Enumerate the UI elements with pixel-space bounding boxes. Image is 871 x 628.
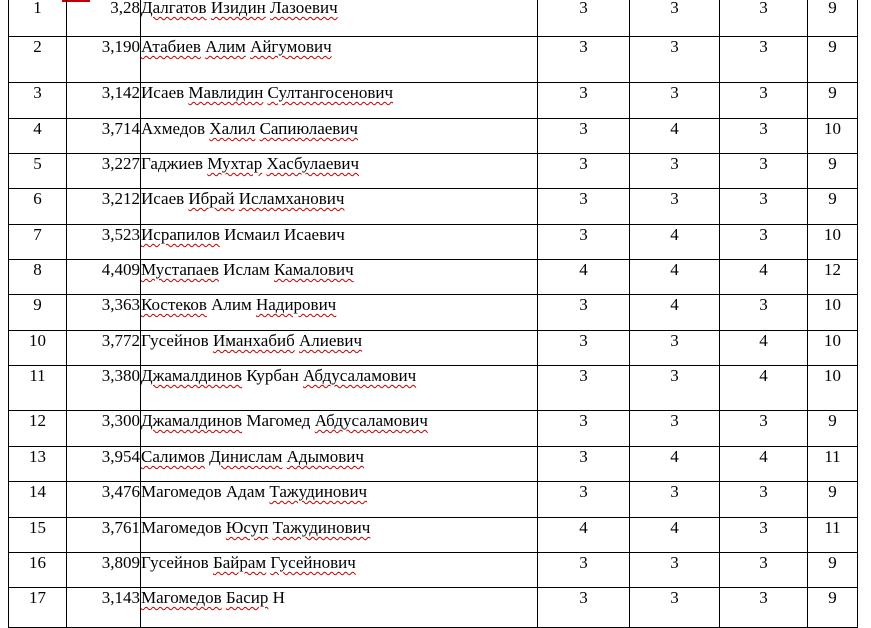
- gpa-cell: 3,28: [67, 0, 141, 37]
- score-cell-1: 3: [538, 225, 630, 260]
- row-number-cell: 6: [9, 189, 67, 225]
- gpa-cell: 3,300: [67, 411, 141, 447]
- total-cell: 9: [808, 154, 858, 189]
- score-cell-2: 3: [630, 83, 720, 119]
- score-cell-1: 3: [538, 37, 630, 83]
- score-cell-1: 3: [538, 482, 630, 518]
- row-number-cell: 1: [9, 0, 67, 37]
- student-name-cell: [141, 366, 538, 411]
- row-number-cell: 4: [9, 119, 67, 154]
- gpa-cell: 3,363: [67, 295, 141, 331]
- name-part: Юсуп: [225, 518, 269, 537]
- name-part: Изидин: [210, 0, 266, 17]
- row-number-cell: 14: [9, 482, 67, 518]
- name-part: Магомедов: [141, 482, 222, 501]
- gpa-cell: 3,954: [67, 447, 141, 482]
- score-cell-3: 3: [720, 83, 808, 119]
- name-part: Ислам: [223, 260, 270, 279]
- row-number-cell: 17: [9, 588, 67, 628]
- table-row: [9, 295, 858, 331]
- score-cell-1: 3: [538, 189, 630, 225]
- name-part: Исаевич: [283, 225, 345, 244]
- gpa-cell: 3,809: [67, 553, 141, 588]
- student-name-cell: [141, 0, 538, 37]
- gpa-cell: 4,409: [67, 260, 141, 295]
- name-part: Лазоевич: [270, 0, 338, 17]
- table-row: [9, 260, 858, 295]
- name-part: Халил: [209, 119, 256, 138]
- table-row: [9, 154, 858, 189]
- name-part: Гаджиев: [141, 154, 204, 173]
- name-part: Н: [272, 588, 285, 607]
- table-row: [9, 189, 858, 225]
- score-cell-3: 3: [720, 225, 808, 260]
- student-name-cell: [141, 225, 538, 260]
- name-part: Магомедов: [141, 588, 222, 607]
- name-part: Ахмедов: [141, 119, 206, 138]
- table-row: [9, 331, 858, 366]
- name-part: Иманхабиб: [212, 331, 295, 350]
- name-part: Исрапилов: [141, 225, 220, 244]
- name-part: Ибрай: [188, 189, 235, 208]
- total-cell: 9: [808, 83, 858, 119]
- table-row: [9, 366, 858, 411]
- row-number-cell: 12: [9, 411, 67, 447]
- total-cell: 12: [808, 260, 858, 295]
- total-cell: 10: [808, 119, 858, 154]
- gpa-cell: 3,772: [67, 331, 141, 366]
- name-part: Абдусаламович: [314, 411, 428, 430]
- name-part: Хасбулаевич: [266, 154, 360, 173]
- score-cell-3: 3: [720, 37, 808, 83]
- name-part: Адам: [225, 482, 266, 501]
- score-cell-3: 4: [720, 366, 808, 411]
- name-part: Исаев: [141, 189, 185, 208]
- table-row: [9, 119, 858, 154]
- name-part: Султангосенович: [267, 83, 394, 102]
- gpa-cell: 3,380: [67, 366, 141, 411]
- name-part: Адымович: [286, 447, 364, 466]
- total-cell: 10: [808, 331, 858, 366]
- score-cell-1: 3: [538, 447, 630, 482]
- score-cell-2: 3: [630, 154, 720, 189]
- name-part: Исаев: [141, 83, 185, 102]
- row-number-cell: 3: [9, 83, 67, 119]
- score-cell-1: 3: [538, 295, 630, 331]
- name-part: Магомедов: [141, 518, 222, 537]
- table-row: [9, 588, 858, 628]
- score-cell-1: 3: [538, 588, 630, 628]
- name-part: Джамалдинов: [141, 366, 243, 385]
- name-part: Мустапаев: [141, 260, 219, 279]
- student-name-cell: [141, 331, 538, 366]
- total-cell: 9: [808, 588, 858, 628]
- row-number-cell: 15: [9, 518, 67, 553]
- score-cell-2: 4: [630, 260, 720, 295]
- score-cell-2: 3: [630, 189, 720, 225]
- total-cell: 11: [808, 447, 858, 482]
- score-cell-2: 3: [630, 553, 720, 588]
- row-number-cell: 8: [9, 260, 67, 295]
- gpa-cell: 3,212: [67, 189, 141, 225]
- total-cell: 10: [808, 295, 858, 331]
- name-part: Тажудинович: [272, 518, 371, 537]
- name-part: Исламханович: [238, 189, 345, 208]
- total-cell: 10: [808, 225, 858, 260]
- name-part: Надирович: [255, 295, 337, 314]
- gpa-cell: 3,476: [67, 482, 141, 518]
- score-cell-2: 3: [630, 366, 720, 411]
- name-part: Костеков: [141, 295, 207, 314]
- student-name-cell: [141, 37, 538, 83]
- score-cell-3: 3: [720, 295, 808, 331]
- gpa-cell: 3,143: [67, 588, 141, 628]
- score-cell-3: 3: [720, 154, 808, 189]
- student-name-cell: [141, 295, 538, 331]
- table-row: [9, 37, 858, 83]
- score-cell-2: 4: [630, 295, 720, 331]
- score-cell-2: 4: [630, 447, 720, 482]
- gpa-cell: 3,761: [67, 518, 141, 553]
- table-row: [9, 225, 858, 260]
- total-cell: 9: [808, 482, 858, 518]
- total-cell: 10: [808, 366, 858, 411]
- row-number-cell: 10: [9, 331, 67, 366]
- score-cell-3: 4: [720, 447, 808, 482]
- score-cell-2: 3: [630, 588, 720, 628]
- student-name-cell: [141, 553, 538, 588]
- score-cell-3: 3: [720, 518, 808, 553]
- score-cell-2: 3: [630, 37, 720, 83]
- student-name-cell: [141, 588, 538, 628]
- name-part: Алим: [211, 295, 252, 314]
- score-cell-3: 4: [720, 331, 808, 366]
- student-name-cell: [141, 154, 538, 189]
- score-cell-1: 3: [538, 366, 630, 411]
- name-part: Мавлидин: [188, 83, 264, 102]
- score-cell-1: 4: [538, 260, 630, 295]
- score-cell-1: 4: [538, 518, 630, 553]
- name-part: Далгатов: [141, 0, 207, 17]
- table-row: [9, 83, 858, 119]
- name-part: Басир: [225, 588, 269, 607]
- student-name-cell: [141, 260, 538, 295]
- row-number-cell: 13: [9, 447, 67, 482]
- row-number-cell: 5: [9, 154, 67, 189]
- name-part: Гусейнов: [141, 331, 209, 350]
- score-cell-3: 3: [720, 0, 808, 37]
- name-part: Мухтар: [207, 154, 263, 173]
- row-number-cell: 2: [9, 37, 67, 83]
- student-name-cell: [141, 119, 538, 154]
- table-row: [9, 0, 858, 37]
- score-cell-1: 3: [538, 0, 630, 37]
- gpa-cell: 3,523: [67, 225, 141, 260]
- gpa-cell: 3,714: [67, 119, 141, 154]
- total-cell: 9: [808, 37, 858, 83]
- name-part: Гусейнов: [141, 553, 209, 572]
- score-cell-1: 3: [538, 553, 630, 588]
- name-part: Сапиюлаевич: [259, 119, 358, 138]
- name-part: Алим: [205, 37, 246, 56]
- table-row: [9, 447, 858, 482]
- name-part: Магомед: [246, 411, 311, 430]
- table-row: [9, 482, 858, 518]
- total-cell: 9: [808, 0, 858, 37]
- name-part: Айгумович: [250, 37, 332, 56]
- student-name-cell: [141, 447, 538, 482]
- student-name-cell: [141, 518, 538, 553]
- gpa-cell: 3,190: [67, 37, 141, 83]
- gpa-cell: 3,142: [67, 83, 141, 119]
- student-name-cell: [141, 189, 538, 225]
- row-number-cell: 16: [9, 553, 67, 588]
- total-cell: 9: [808, 189, 858, 225]
- name-part: Камалович: [274, 260, 354, 279]
- row-number-cell: 11: [9, 366, 67, 411]
- total-cell: 11: [808, 518, 858, 553]
- student-name-cell: [141, 482, 538, 518]
- score-cell-2: 3: [630, 482, 720, 518]
- table-row: [9, 411, 858, 447]
- name-part: Исмаил: [224, 225, 280, 244]
- score-cell-3: 3: [720, 588, 808, 628]
- score-cell-3: 3: [720, 411, 808, 447]
- table-row: [9, 553, 858, 588]
- score-cell-1: 3: [538, 154, 630, 189]
- row-number-cell: 7: [9, 225, 67, 260]
- score-cell-2: 3: [630, 0, 720, 37]
- student-name-cell: [141, 411, 538, 447]
- name-part: Динислам: [209, 447, 283, 466]
- score-cell-2: 3: [630, 411, 720, 447]
- name-part: Абдусаламович: [302, 366, 417, 385]
- score-cell-1: 3: [538, 411, 630, 447]
- name-part: Курбан: [246, 366, 299, 385]
- score-cell-2: 4: [630, 119, 720, 154]
- score-cell-3: 3: [720, 119, 808, 154]
- score-cell-2: 4: [630, 518, 720, 553]
- score-cell-3: 4: [720, 260, 808, 295]
- name-part: Байрам: [212, 553, 267, 572]
- score-cell-2: 4: [630, 225, 720, 260]
- score-cell-3: 3: [720, 553, 808, 588]
- score-cell-1: 3: [538, 331, 630, 366]
- student-name-cell: [141, 83, 538, 119]
- gpa-cell: 3,227: [67, 154, 141, 189]
- name-part: Гусейнович: [270, 553, 356, 572]
- score-cell-3: 3: [720, 482, 808, 518]
- row-number-cell: 9: [9, 295, 67, 331]
- name-part: Тажудинович: [269, 482, 368, 501]
- grade-table: [8, 0, 858, 628]
- score-cell-2: 3: [630, 331, 720, 366]
- name-part: Алиевич: [298, 331, 363, 350]
- name-part: Джамалдинов: [141, 411, 243, 430]
- name-part: Атабиев: [141, 37, 201, 56]
- score-cell-1: 3: [538, 83, 630, 119]
- total-cell: 9: [808, 553, 858, 588]
- name-part: Салимов: [141, 447, 205, 466]
- total-cell: 9: [808, 411, 858, 447]
- score-cell-1: 3: [538, 119, 630, 154]
- table-row: [9, 518, 858, 553]
- score-cell-3: 3: [720, 189, 808, 225]
